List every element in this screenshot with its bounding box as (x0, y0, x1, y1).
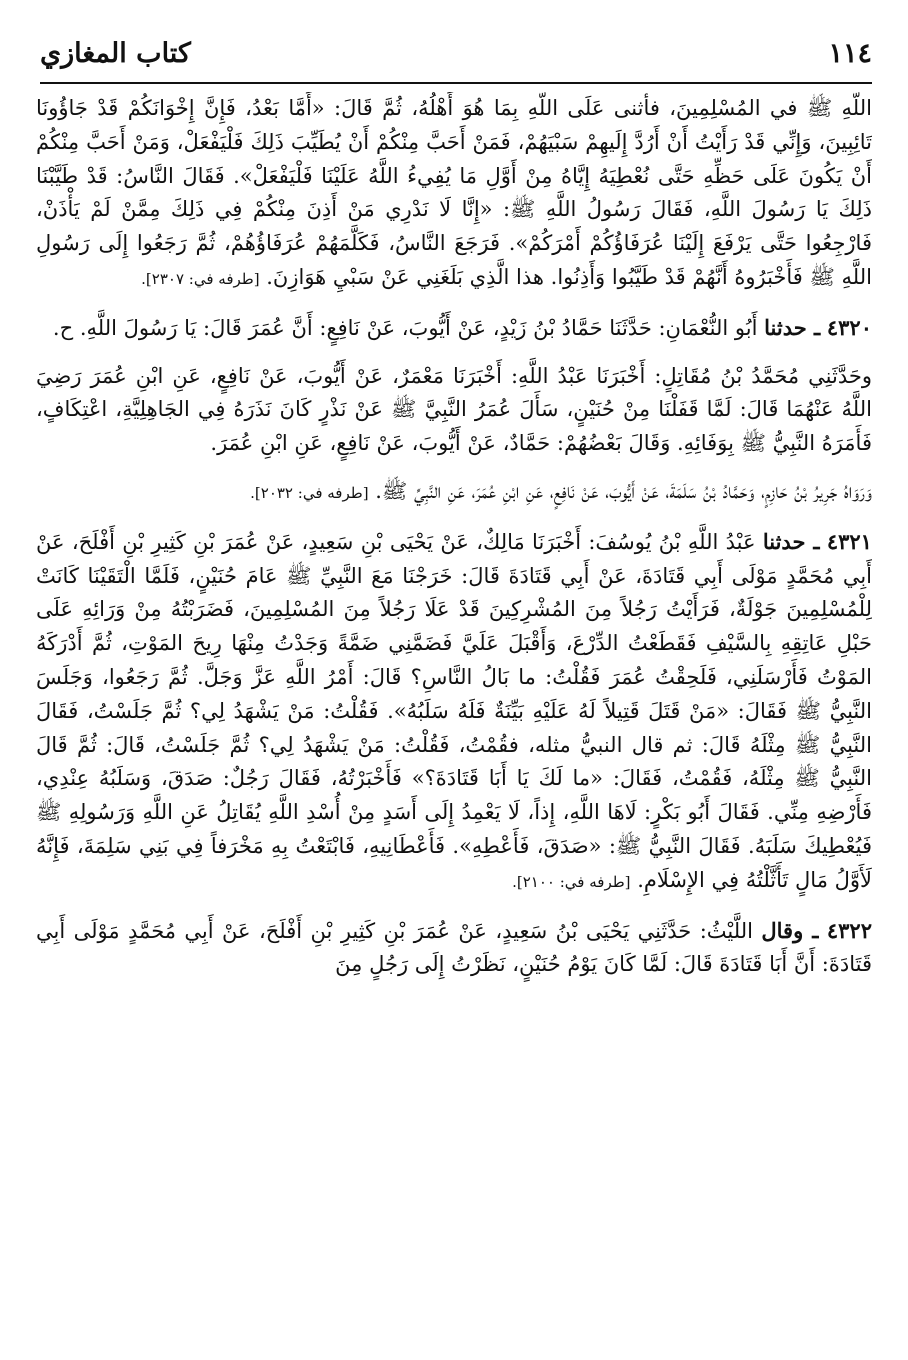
cross-reference-note: [طرفه في: ٢٠٣٢]. (250, 483, 369, 502)
hadith-4320-second-chain (36, 360, 872, 461)
hadith-4321 (36, 525, 872, 900)
book-title: كتاب المغازي (40, 38, 191, 69)
paragraph-text: أَبُو النُّعْمَانِ: حَدَّثَنَا حَمَّادُ بْنُ زَيْدٍ، عَنْ أَيُّوبَ، عَنْ نَافِعٍ: أَنَّ عُمَرَ قَالَ: يَا رَسُولَ اللَّهِ. ح. (52, 315, 758, 340)
cross-reference-note: [طرفه في: ٢١٠٠]. (512, 872, 631, 891)
hadith-4320-narration-note (36, 475, 872, 511)
hadith-number: ٤٣٢٢ (826, 917, 872, 943)
paragraph-text: اللَّيْثُ: حَدَّثَنِي يَحْيَى بْنُ سَعِيدٍ، عَنْ عُمَرَ بْنِ كَثِيرِ بْنِ أَفْلَحَ، عَنْ أَبِي مُحَمَّدٍ مَوْلَى أَبِي قَتَادَةَ: أَنَّ أَبَا قَتَادَةَ قَالَ: لَمَّا كَانَ يَوْمُ حُنَيْنٍ، نَظَرْتُ إِلَى رَجُلٍ مِنَ (36, 918, 872, 977)
paragraph-text: وَرَوَاهُ جَرِيرُ بْنُ حَازِمٍ، وَحَمَّادُ بْنُ سَلَمَةَ، عَنْ أَيُّوبَ، عَنْ نَافِعٍ، عَنِ ابْنِ عُمَرَ، عَنِ النَّبِيِّ ﷺ. (375, 478, 872, 503)
paragraph-text: عَبْدُ اللَّهِ بْنُ يُوسُفَ: أَخْبَرَنَا مَالِكٌ، عَنْ يَحْيَى بْنِ سَعِيدٍ، عَنْ عُمَرَ بْنِ كَثِيرِ بْنِ أَفْلَحَ، عَنْ أَبِي مُحَمَّدٍ مَوْلَى أَبِي قَتَادَةَ، عَنْ أَبِي قَتَادَةَ قَالَ: خَرَجْنَا مَعَ النَّبِيِّ ﷺ عَامَ حُنَيْنٍ، فَلَمَّا الْتَقَيْنَا كَانَتْ لِلْمُسْلِمِينَ جَوْلَةٌ، فَرَأَيْتُ رَجُلاً مِنَ المُشْرِكِينَ قَدْ عَلَا رَجُلاً مِنَ المُسْلِمِينَ، فَضَرَبْتُهُ مِنْ وَرَائِهِ عَلَى حَبْلِ عَاتِقِهِ بِالسَّيْفِ فَقَطَعْتُ الدِّرْعَ، وَأَقْبَلَ عَلَيَّ فَضَمَّنِي ضَمَّةً وَجَدْتُ مِنْهَا رِيحَ المَوْتِ، ثُمَّ أَدْرَكَهُ المَوْتُ فَأَرْسَلَنِي، فَلَحِقْتُ عُمَرَ فَقُلْتُ: ما بَالُ النَّاسِ؟ قَالَ: أَمْرُ اللَّهِ عَزَّ وَجَلَّ. ثُمَّ رَجَعُوا، وَجَلَسَ النَّبِيُّ ﷺ فَقَالَ: «مَنْ قَتَلَ قَتِيلاً لَهُ عَلَيْهِ بَيِّنَةٌ فَلَهُ سَلَبُهُ». فَقُلْتُ: مَنْ يَشْهَدُ لِي؟ ثُمَّ جَلَسْتُ، فَقَالَ النَّبِيُّ ﷺ مِثْلَهُ قَالَ: ثم قال النبيُّ مثله، فقُمْتُ، فَقُلْتُ: مَنْ يَشْهَدُ لِي؟ ثُمَّ جَلَسْتُ، قَالَ: ثُمَّ قَالَ النَّبِيُّ ﷺ مِثْلَهُ، فَقُمْتُ، فَقَالَ: «ما لَكَ يَا أَبَا قَتَادَةَ؟» فَأَخْبَرْتُهُ، فَقَالَ رَجُلٌ: صَدَقَ، وَسَلَبُهُ عِنْدِي، فَأَرْضِهِ مِنِّي. فَقَالَ أَبُو بَكْرٍ: لَاهَا اللَّهِ، إِذاً، لَا يَعْمِدُ إِلَى أَسَدٍ مِنْ أُسْدِ اللَّهِ يُقَاتِلُ عَنِ اللَّهِ وَرَسُولِهِ ﷺ فَيُعْطِيكَ سَلَبَهُ. فَقَالَ النَّبِيُّ ﷺ: «صَدَقَ، فَأَعْطِهِ». فَأَعْطَانِيهِ، فَابْتَعْتُ بِهِ مَخْرَفاً فِي بَنِي سَلِمَةَ، فَإِنَّهُ لَأَوَّلُ مَالٍ تَأَثَّلْتُهُ فِي الإِسْلَامِ. (36, 529, 872, 892)
page-header (40, 30, 872, 84)
page-number: ١١٤ (828, 38, 872, 69)
hadith-number: ٤٣٢٠ (826, 314, 872, 340)
page-body (36, 92, 872, 1352)
hadith-4320 (36, 311, 872, 346)
hadith-4322 (36, 914, 872, 983)
hadith-label: ـ حدثنا (764, 314, 821, 340)
hadith-label: ـ حدثنا (762, 528, 820, 554)
paragraph-text: اللَّهِ ﷺ في المُسْلِمِينَ، فأثنى عَلَى اللَّهِ بِمَا هُوَ أَهْلُهُ، ثُمَّ قَالَ: «أَمَّا بَعْدُ، فَإِنَّ إِخْوَانَكُمْ قَدْ جَاؤُونَا تَائِبِينَ، وَإِنِّي قَدْ رَأَيْتُ أَنْ أَرُدَّ إِلَيهِمْ سَبْيَهُمْ، فَمَنْ أَحَبَّ مِنْكُمْ أَنْ يُطَيِّبَ ذَلِكَ فَلْيَفْعَلْ، وَمَنْ أَحَبَّ مِنْكُمْ أَنْ يَكُونَ عَلَى حَظِّهِ حَتَّى نُعْطِيَهُ إِيَّاهُ مِنْ أَوَّلِ مَا يُفِيءُ اللَّهُ عَلَيْنَا فَلْيَفْعَلْ». فَقَالَ النَّاسُ: قَدْ طَيَّبْنَا ذَلِكَ يَا رَسُولَ اللَّهِ، فَقَالَ رَسُولُ اللَّهِ ﷺ: «إِنَّا لَا نَدْرِي مَنْ أَذِنَ مِنْكُمْ فِي ذَلِكَ مِمَّنْ لَمْ يَأْذَنْ، فَارْجِعُوا حَتَّى يَرْفَعَ إِلَيْنَا عُرَفَاؤُكُمْ أَمْرَكُمْ». فَرَجَعَ النَّاسُ، فَكَلَّمَهُمْ عُرَفَاؤُهُمْ، ثُمَّ رَجَعُوا إِلَى رَسُولِ اللَّهِ ﷺ فَأَخْبَرُوهُ أَنَّهُمْ قَدْ طَيَّبُوا وَأَذِنُوا. هذا الَّذِي بَلَغَنِي عَنْ سَبْيِ هَوَازِنَ. (36, 96, 872, 289)
hadith-label: ـ وقال (761, 917, 819, 943)
paragraph-text: وحَدَّثَنِي مُحَمَّدُ بْنُ مُقَاتِلٍ: أَخْبَرَنَا عَبْدُ اللَّهِ: أَخْبَرَنَا مَعْمَرٌ، عَنْ أَيُّوبَ، عَنْ نَافِعٍ، عَنِ ابْنِ عُمَرَ رَضِيَ اللَّهُ عَنْهُمَا قَالَ: لَمَّا قَفَلْنَا مِنْ حُنَيْنٍ، سَأَلَ عُمَرُ النَّبِيَّ ﷺ عَنْ نَذْرٍ كَانَ نَذَرَهُ فِي الجَاهِلِيَّةِ، اعْتِكَافٍ، فَأَمَرَهُ النَّبِيُّ ﷺ بِوَفَائِهِ. وَقَالَ بَعْضُهُمْ: حَمَّادٌ، عَنْ أَيُّوبَ، عَنْ نَافِعٍ، عَنِ ابْنِ عُمَرَ. (36, 363, 872, 456)
paragraph-continuation (36, 92, 872, 297)
hadith-number: ٤٣٢١ (826, 528, 872, 554)
cross-reference-note: [طرفه في: ٢٣٠٧]. (141, 269, 260, 288)
